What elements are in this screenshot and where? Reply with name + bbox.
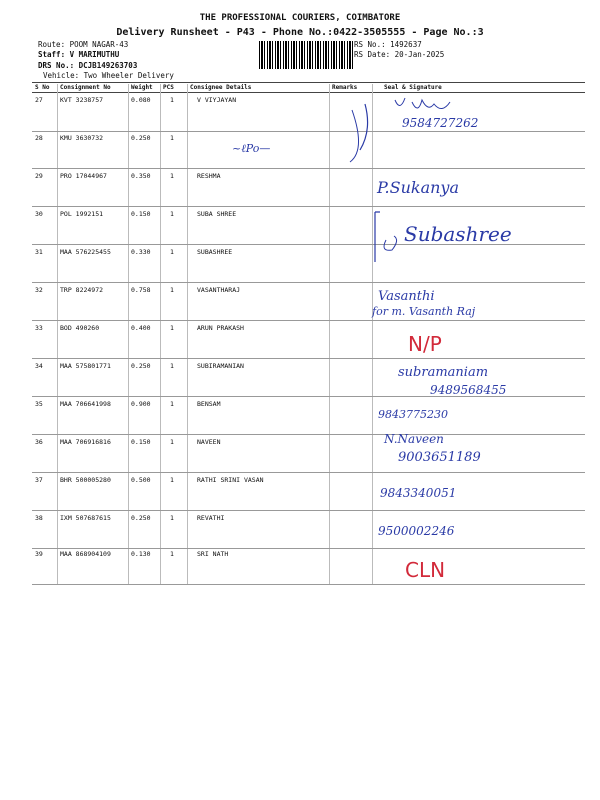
row-consignment: BHR 500005280 (60, 476, 111, 484)
row-consignee: SUBIRAMANIAN (197, 362, 244, 370)
row-sno: 32 (35, 286, 43, 294)
row-consignment: MAA 706916816 (60, 438, 111, 446)
row-consignment: TRP 8224972 (60, 286, 104, 294)
row-weight: 0.130 (131, 550, 151, 558)
handwritten-phone: 9843340051 (380, 486, 457, 500)
row-pcs: 1 (170, 476, 174, 484)
row-consignee: SRI NATH (197, 550, 229, 558)
row-pcs: 1 (170, 96, 174, 104)
row-consignee: V VIYJAYAN (197, 96, 237, 104)
handwritten-signature: subramaniam (398, 365, 489, 380)
handwritten-phone: 9500002246 (378, 524, 455, 538)
row-consignment: PRO 17044967 (60, 172, 107, 180)
row-consignment: MAA 576225455 (60, 248, 111, 256)
row-weight: 0.350 (131, 172, 151, 180)
row-pcs: 1 (170, 248, 174, 256)
col-signature: Seal & Signature (384, 84, 442, 91)
row-consignee: ARUN PRAKASH (197, 324, 244, 332)
row-consignee: RESHMA (197, 172, 221, 180)
row-consignee: RATHI SRINI VASAN (197, 476, 264, 484)
row-consignee: SUBA SHREE (197, 210, 237, 218)
staff-label: Staff: V MARIMUTHU (38, 50, 120, 59)
bracket-stroke (350, 110, 359, 162)
row-weight: 0.250 (131, 134, 151, 142)
row-sno: 31 (35, 248, 43, 256)
row-weight: 0.150 (131, 210, 151, 218)
row-sno: 35 (35, 400, 43, 408)
handwritten-phone: 9003651189 (398, 450, 481, 465)
handwritten-signature: P.Sukanya (377, 178, 459, 197)
row-weight: 0.150 (131, 438, 151, 446)
row-pcs: 1 (170, 514, 174, 522)
row-weight: 0.080 (131, 96, 151, 104)
handwritten-phone: 9584727262 (402, 116, 479, 130)
row-sno: 38 (35, 514, 43, 522)
row-consignee: REVATHI (197, 514, 225, 522)
row-weight: 0.400 (131, 324, 151, 332)
row-weight: 0.330 (131, 248, 151, 256)
row-sno: 30 (35, 210, 43, 218)
handwritten-signature: N.Naveen (384, 432, 444, 446)
row-weight: 0.250 (131, 362, 151, 370)
row-consignment: IXM 507687615 (60, 514, 111, 522)
handwritten-note: for m. Vasanth Raj (372, 305, 476, 318)
row-consignment: MAA 706641998 (60, 400, 111, 408)
col-remarks: Remarks (332, 84, 358, 91)
runsheet-subtitle: Delivery Runsheet - P43 - Phone No.:0422-3505555 - Page No.:3 (116, 27, 484, 38)
handwritten-phone: 9489568455 (430, 383, 507, 397)
row-sno: 33 (35, 324, 43, 332)
rs-date: RS Date: 20-Jan-2025 (354, 50, 445, 59)
row-consignment: POL 1992151 (60, 210, 104, 218)
row-consignment: KVT 3238757 (60, 96, 104, 104)
handwritten-signature: Vasanthi (378, 289, 435, 304)
row-weight: 0.758 (131, 286, 151, 294)
col-pcs: PCS (163, 84, 174, 91)
signature-stroke (384, 236, 397, 250)
row-sno: 29 (35, 172, 43, 180)
bracket-stroke (360, 104, 368, 150)
row-sno: 39 (35, 550, 43, 558)
handwritten-mark: ~ℓPo— (232, 142, 271, 155)
row-pcs: 1 (170, 550, 174, 558)
row-consignment: MAA 868904109 (60, 550, 111, 558)
row-consignee: BENSAM (197, 400, 221, 408)
col-weight: Weight (131, 84, 153, 91)
row-weight: 0.250 (131, 514, 151, 522)
rs-number: RS No.: 1492637 (354, 40, 422, 49)
company-title: THE PROFESSIONAL COURIERS, COIMBATORE (199, 13, 401, 23)
remark-not-present: N/P (408, 332, 442, 356)
row-pcs: 1 (170, 134, 174, 142)
drs-number: DRS No.: DCJB149263703 (38, 61, 138, 70)
row-pcs: 1 (170, 438, 174, 446)
row-pcs: 1 (170, 286, 174, 294)
handwritten-signature: Subashree (404, 222, 512, 246)
row-consignment: KMU 3630732 (60, 134, 104, 142)
row-consignment: BOD 490260 (60, 324, 100, 332)
row-sno: 27 (35, 96, 43, 104)
remark-cln: CLN (405, 558, 446, 582)
col-sno: S No (35, 84, 50, 91)
row-sno: 37 (35, 476, 43, 484)
signature-stroke (395, 98, 450, 109)
route-label: Route: POOM NAGAR-43 (38, 40, 129, 49)
bracket-stroke (375, 212, 380, 262)
row-pcs: 1 (170, 172, 174, 180)
row-consignee: SUBASHREE (197, 248, 233, 256)
row-sno: 36 (35, 438, 43, 446)
row-consignee: VASANTHARAJ (197, 286, 241, 294)
row-weight: 0.500 (131, 476, 151, 484)
col-consignee: Consignee Details (190, 84, 252, 91)
row-sno: 28 (35, 134, 43, 142)
row-consignee: NAVEEN (197, 438, 221, 446)
row-weight: 0.900 (131, 400, 151, 408)
col-consignment: Consignment No (60, 84, 111, 91)
row-consignment: MAA 575801771 (60, 362, 111, 370)
row-sno: 34 (35, 362, 43, 370)
row-pcs: 1 (170, 362, 174, 370)
row-pcs: 1 (170, 210, 174, 218)
vehicle-label: Vehicle: Two Wheeler Delivery (43, 71, 174, 80)
row-pcs: 1 (170, 400, 174, 408)
row-pcs: 1 (170, 324, 174, 332)
handwritten-phone: 9843775230 (378, 408, 448, 421)
